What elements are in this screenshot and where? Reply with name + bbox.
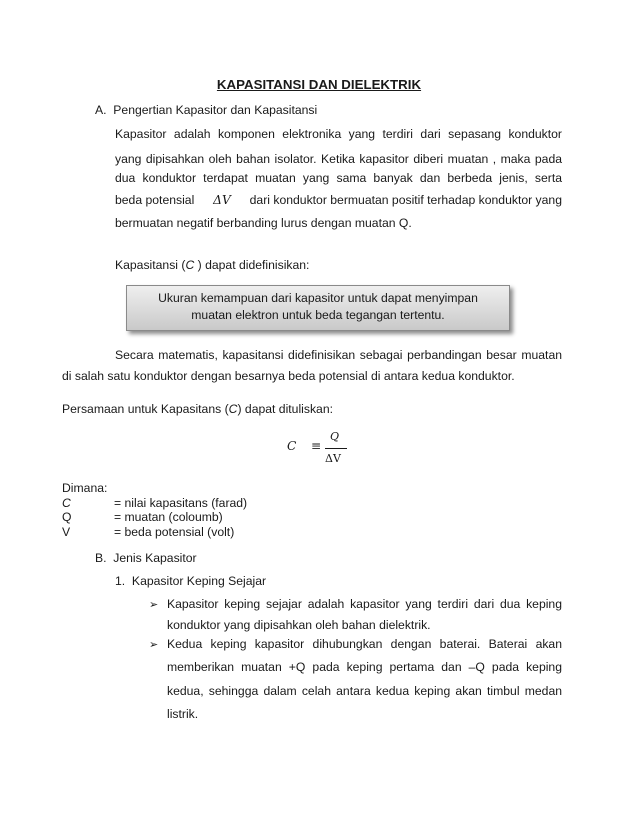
bullet-line: konduktor yang dipisahkan oleh bahan dielektrik. <box>167 618 431 632</box>
bullet-arrow-icon: ➢ <box>149 639 159 651</box>
delta-v-symbol: ΔV <box>213 193 231 207</box>
where-desc: = beda potensial (volt) <box>114 525 235 539</box>
page-title: KAPASITANSI DAN DIELEKTRIK <box>216 77 422 92</box>
section-b-heading: B. Jenis Kapasitor <box>95 551 197 565</box>
bullet-line: Kedua keping kapasitor dihubungkan dengan baterai. Baterai akan <box>167 637 562 651</box>
where-symbol: C <box>62 496 71 510</box>
bullet-line: memberikan muatan +Q pada keping pertama dan –Q pada keping <box>167 660 562 674</box>
text-segment: dari konduktor bermuatan positif terhadap konduktor yang <box>249 193 562 207</box>
formula-numerator: Q <box>330 430 340 443</box>
text-segment: Kapasitansi ( <box>115 258 186 272</box>
capacitance-symbol: C <box>185 258 195 272</box>
definition-line-2: muatan elektron untuk beda tegangan tertentu. <box>191 308 445 322</box>
where-symbol: V <box>62 525 71 539</box>
subsection-heading: 1. Kapasitor Keping Sejajar <box>115 574 267 588</box>
text-segment: ) dapat dituliskan: <box>237 402 333 416</box>
paragraph-line: bermuatan negatif berbanding lurus dengan muatan Q. <box>115 216 412 230</box>
capacitance-symbol: C <box>228 402 238 416</box>
where-label: Dimana: <box>62 481 108 495</box>
bullet-line: Kapasitor keping sejajar adalah kapasitor yang terdiri dari dua keping <box>167 597 562 611</box>
section-a-heading: A. Pengertian Kapasitor dan Kapasitansi <box>95 103 318 117</box>
where-desc: = muatan (coloumb) <box>114 510 223 524</box>
math-definition-line-2: di salah satu konduktor dengan besarnya beda potensial di antara kedua konduktor. <box>62 369 515 383</box>
paragraph-line-delta <box>115 193 562 207</box>
text-segment: beda potensial <box>115 193 195 207</box>
bullet-line: kedua, sehingga dalam celah antara kedua keping akan timbul medan <box>167 684 562 698</box>
definition-box <box>126 285 510 331</box>
definition-line-1: Ukuran kemampuan dari kapasitor untuk dapat menyimpan <box>158 291 478 305</box>
paragraph-line: Kapasitor adalah komponen elektronika yang terdiri dari sepasang konduktor <box>115 127 562 141</box>
formula-lhs: C <box>287 439 297 453</box>
bullet-line: listrik. <box>167 707 199 721</box>
math-definition-line-1: Secara matematis, kapasitansi didefinisikan sebagai perbandingan besar muatan <box>115 348 562 362</box>
paragraph-line: yang dipisahkan oleh bahan isolator. Ketika kapasitor diberi muatan , maka pada <box>115 152 562 166</box>
text-segment: ) dapat didefinisikan: <box>194 258 310 272</box>
formula-equiv: ≡ <box>311 439 322 453</box>
where-symbol: Q <box>62 510 72 524</box>
paragraph-line: dua konduktor terdapat muatan yang sama banyak dan berbeda jenis, serta <box>115 171 562 185</box>
bullet-arrow-icon: ➢ <box>149 599 159 611</box>
equation-intro <box>62 402 333 416</box>
fraction-bar <box>325 448 347 449</box>
definition-intro <box>115 258 309 272</box>
formula-denominator: ΔV <box>325 452 341 465</box>
text-segment: Persamaan untuk Kapasitans ( <box>62 402 229 416</box>
where-desc: = nilai kapasitans (farad) <box>114 496 248 510</box>
